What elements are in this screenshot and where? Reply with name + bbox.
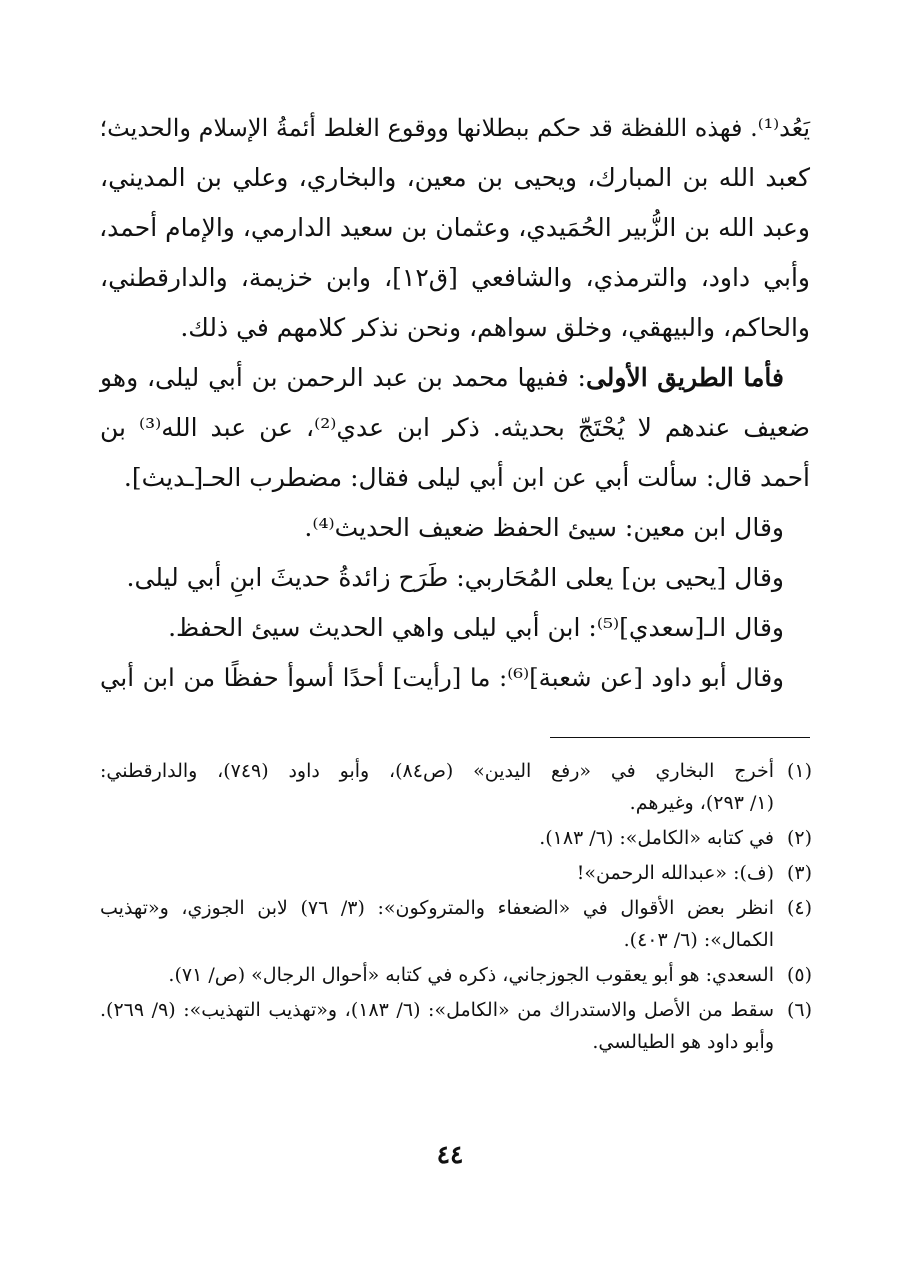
footnote bbox=[100, 755, 812, 819]
footnote-line: سقط من الأصل والاستدراك من «الكامل»: (٦/ ١٨٣)، و«تهذيب التهذيب»: (٩/ ٢٦٩). bbox=[100, 999, 774, 1021]
text-line: يَعُد⁽¹⁾. فهذه اللفظة قد حكم ببطلانها ووقوع الغلط أئمةُ الإسلام والحديث؛ bbox=[99, 114, 810, 142]
text-line: وقال أبو داود [عن شعبة]⁽⁶⁾: ما [رأيت] أحدًا أسوأ حفظًا من ابن أبي bbox=[100, 663, 784, 692]
text-line: ضعيف عندهم لا يُحْتَجّ بحديثه. ذكر ابن عدي⁽²⁾، عن عبد الله⁽³⁾ بن bbox=[100, 413, 810, 442]
footnote bbox=[100, 959, 812, 991]
footnote-line: السعدي: هو أبو يعقوب الجوزجاني، ذكره في كتابه «أحوال الرجال» (ص/ ٧١). bbox=[168, 964, 774, 986]
footnote-text bbox=[100, 755, 774, 819]
footnote-line: انظر بعض الأقوال في «الضعفاء والمتروكون»: (٣/ ٧٦) لابن الجوزي، و«تهذيب bbox=[100, 897, 774, 919]
footnote bbox=[100, 857, 812, 889]
footnote-line: الكمال»: (٦/ ٤٠٣). bbox=[623, 929, 774, 951]
footnote-number: (٤) bbox=[786, 897, 812, 919]
footnote bbox=[100, 822, 812, 854]
section-first-line bbox=[100, 353, 810, 403]
text-line: والحاكم، والبيهقي، وخلق سواهم، ونحن نذكر كلامهم في ذلك. bbox=[180, 313, 810, 342]
text-line: كعبد الله بن المبارك، ويحيى بن معين، والبخاري، وعلي بن المديني، bbox=[100, 163, 810, 192]
text-fragment: : ففيها محمد بن عبد الرحمن بن أبي ليلى، وهو bbox=[100, 363, 586, 392]
text-line: وقال ابن معين: سيئ الحفظ ضعيف الحديث⁽⁴⁾. bbox=[304, 513, 784, 542]
footnotes bbox=[100, 755, 812, 1061]
footnote-number: (٣) bbox=[786, 862, 812, 884]
text-line: وعبد الله بن الزُّبير الحُمَيدي، وعثمان بن سعيد الدارمي، والإمام أحمد، bbox=[99, 213, 810, 242]
footnote-number: (٦) bbox=[786, 999, 812, 1021]
footnote-number: (٢) bbox=[786, 827, 812, 849]
text-line: وقال الـ[سعدي]⁽⁵⁾: ابن أبي ليلى واهي الحديث سيئ الحفظ. bbox=[168, 613, 784, 642]
page-number: ٤٤ bbox=[436, 1140, 464, 1169]
footnote bbox=[100, 994, 812, 1058]
text-line: أحمد قال: سألت أبي عن ابن أبي ليلى فقال: مضطرب الحـ[ـديث]. bbox=[123, 463, 810, 492]
footnote-text bbox=[100, 892, 774, 956]
footnote-line: أخرج البخاري في «رفع اليدين» (ص٨٤)، وأبو داود (٧٤٩)، والدارقطني: bbox=[100, 760, 774, 782]
main-text bbox=[100, 103, 810, 703]
footnote-line: في كتابه «الكامل»: (٦/ ١٨٣). bbox=[539, 827, 774, 849]
footnote bbox=[100, 892, 812, 956]
footnote-number: (١) bbox=[786, 760, 812, 782]
footnote-line: (ف): «عبدالله الرحمن»! bbox=[576, 862, 774, 884]
footnote-text bbox=[100, 822, 774, 854]
footnote-separator bbox=[550, 737, 810, 738]
section-heading: فأما الطريق الأولى bbox=[585, 363, 784, 392]
footnote-line: (١/ ٢٩٣)، وغيرهم. bbox=[629, 792, 774, 814]
text-line: وقال [يحيى بن] يعلى المُحَاربي: طَرَح زائدةُ حديثَ ابنِ أبي ليلى. bbox=[126, 563, 784, 592]
footnote-line: وأبو داود هو الطيالسي. bbox=[592, 1031, 774, 1053]
footnote-text bbox=[100, 857, 774, 889]
footnote-text bbox=[100, 994, 774, 1058]
footnote-number: (٥) bbox=[786, 964, 812, 986]
text-line: وأبي داود، والترمذي، والشافعي [ق١٢]، وابن خزيمة، والدارقطني، bbox=[100, 263, 810, 292]
footnote-text bbox=[100, 959, 774, 991]
